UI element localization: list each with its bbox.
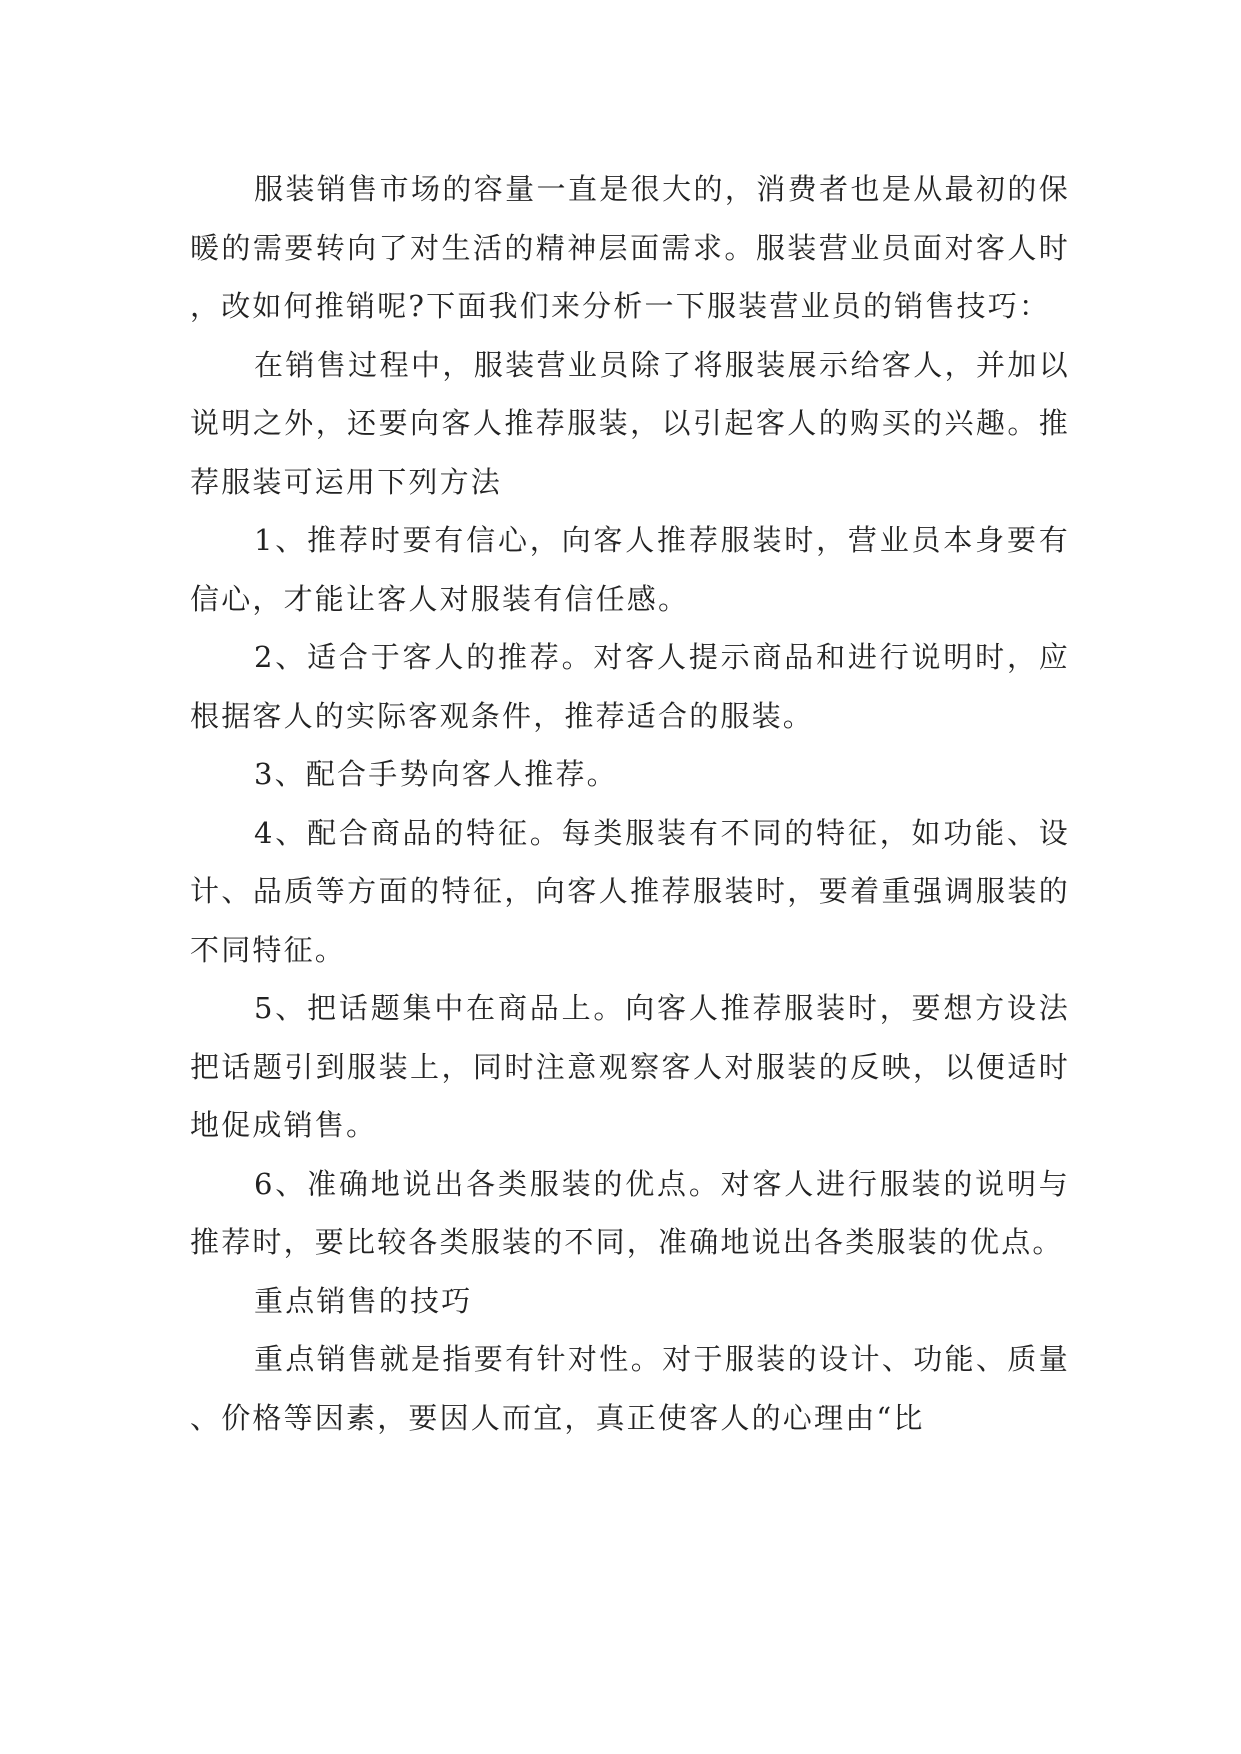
list-item-6: 6、准确地说出各类服装的优点。对客人进行服装的说明与推荐时，要比较各类服装的不同，准确地说出各类服装的优点。 bbox=[190, 1166, 1070, 1259]
list-item-5: 5、把话题集中在商品上。向客人推荐服装时，要想方设法把话题引到服装上，同时注意观察客人对服装的反映，以便适时地促成销售。 bbox=[190, 991, 1070, 1142]
list-item-4: 4、配合商品的特征。每类服装有不同的特征，如功能、设计、品质等方面的特征，向客人推荐服装时，要着重强调服装的不同特征。 bbox=[190, 815, 1070, 967]
paragraph-recommend-methods: 在销售过程中，服装营业员除了将服装展示给客人，并加以说明之外，还要向客人推荐服装，以引起客人的购买的兴趣。推荐服装可运用下列方法 bbox=[190, 347, 1070, 499]
list-item-2: 2、适合于客人的推荐。对客人提示商品和进行说明时，应根据客人的实际客观条件，推荐适合的服装。 bbox=[190, 640, 1070, 733]
document-page bbox=[190, 160, 1070, 1447]
paragraph-intro: 服装销售市场的容量一直是很大的，消费者也是从最初的保暖的需要转向了对生活的精神层面需求。服装营业员面对客人时，改如何推销呢?下面我们来分析一下服装营业员的销售技巧： bbox=[190, 172, 1070, 323]
section-heading: 重点销售的技巧 bbox=[254, 1283, 473, 1318]
list-item-1: 1、推荐时要有信心，向客人推荐服装时，营业员本身要有信心，才能让客人对服装有信任感。 bbox=[190, 523, 1070, 616]
paragraph-key-selling: 重点销售就是指要有针对性。对于服装的设计、功能、质量、价格等因素，要因人而宜，真正使客人的心理由“比 bbox=[190, 1342, 1070, 1435]
list-item-3: 3、配合手势向客人推荐。 bbox=[254, 757, 618, 791]
